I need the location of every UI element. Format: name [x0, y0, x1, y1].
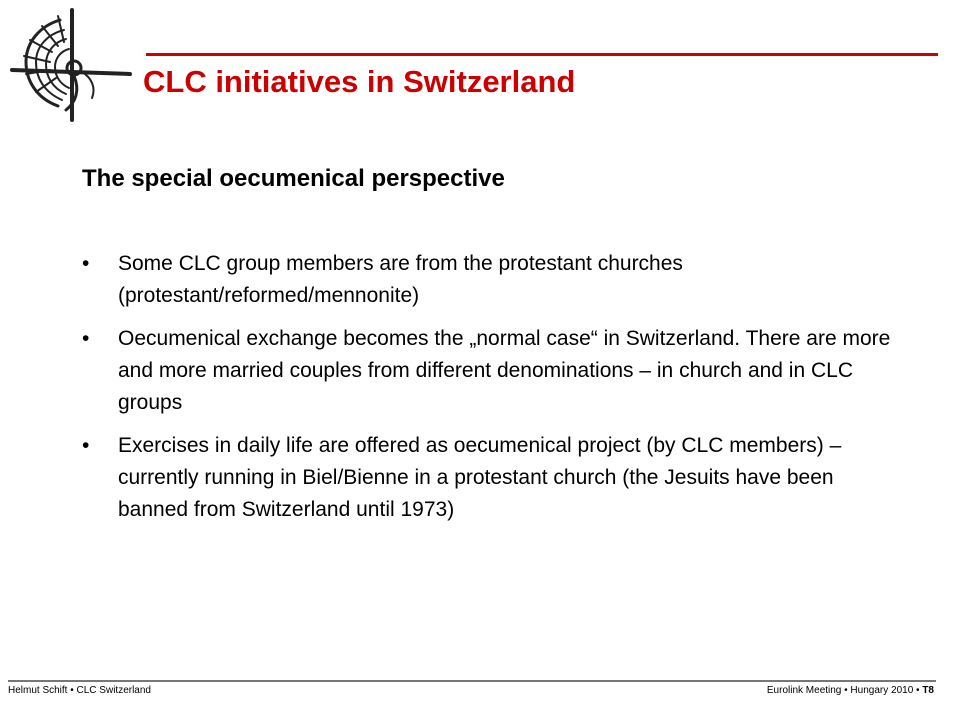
- slide-subtitle: The special oecumenical perspective: [82, 165, 505, 192]
- slide-title: CLC initiatives in Switzerland: [143, 64, 576, 99]
- footer-author: Helmut Schift • CLC Switzerland: [8, 685, 151, 696]
- bullet-text: Exercises in daily life are offered as oecumenical project (by CLC members) – currently running in Biel/Bienne in a protestant church (the Jesuits have been banned from Switzerland until 1973): [118, 434, 842, 521]
- bullet-text: Some CLC group members are from the protestant churches (protestant/reformed/mennonite): [118, 252, 683, 307]
- footer-event-text: Eurolink Meeting • Hungary 2010 •: [766, 685, 920, 696]
- bullet-item: [82, 323, 892, 419]
- page-number: T8: [922, 685, 934, 696]
- bullet-dot: •: [82, 434, 90, 457]
- bullet-item: [82, 248, 892, 312]
- bullet-item: [82, 430, 892, 526]
- bullet-dot: •: [82, 327, 90, 350]
- bullet-dot: •: [82, 252, 90, 275]
- clc-spiral-logo-icon: [6, 6, 132, 124]
- title-rule: [146, 53, 938, 56]
- footer-rule: [8, 680, 936, 682]
- bullet-list: [82, 248, 892, 537]
- footer-event: [767, 685, 934, 696]
- bullet-text: Oecumenical exchange becomes the „normal case“ in Switzerland. There are more and more married couples from different denominations – in church and in CLC groups: [118, 327, 891, 414]
